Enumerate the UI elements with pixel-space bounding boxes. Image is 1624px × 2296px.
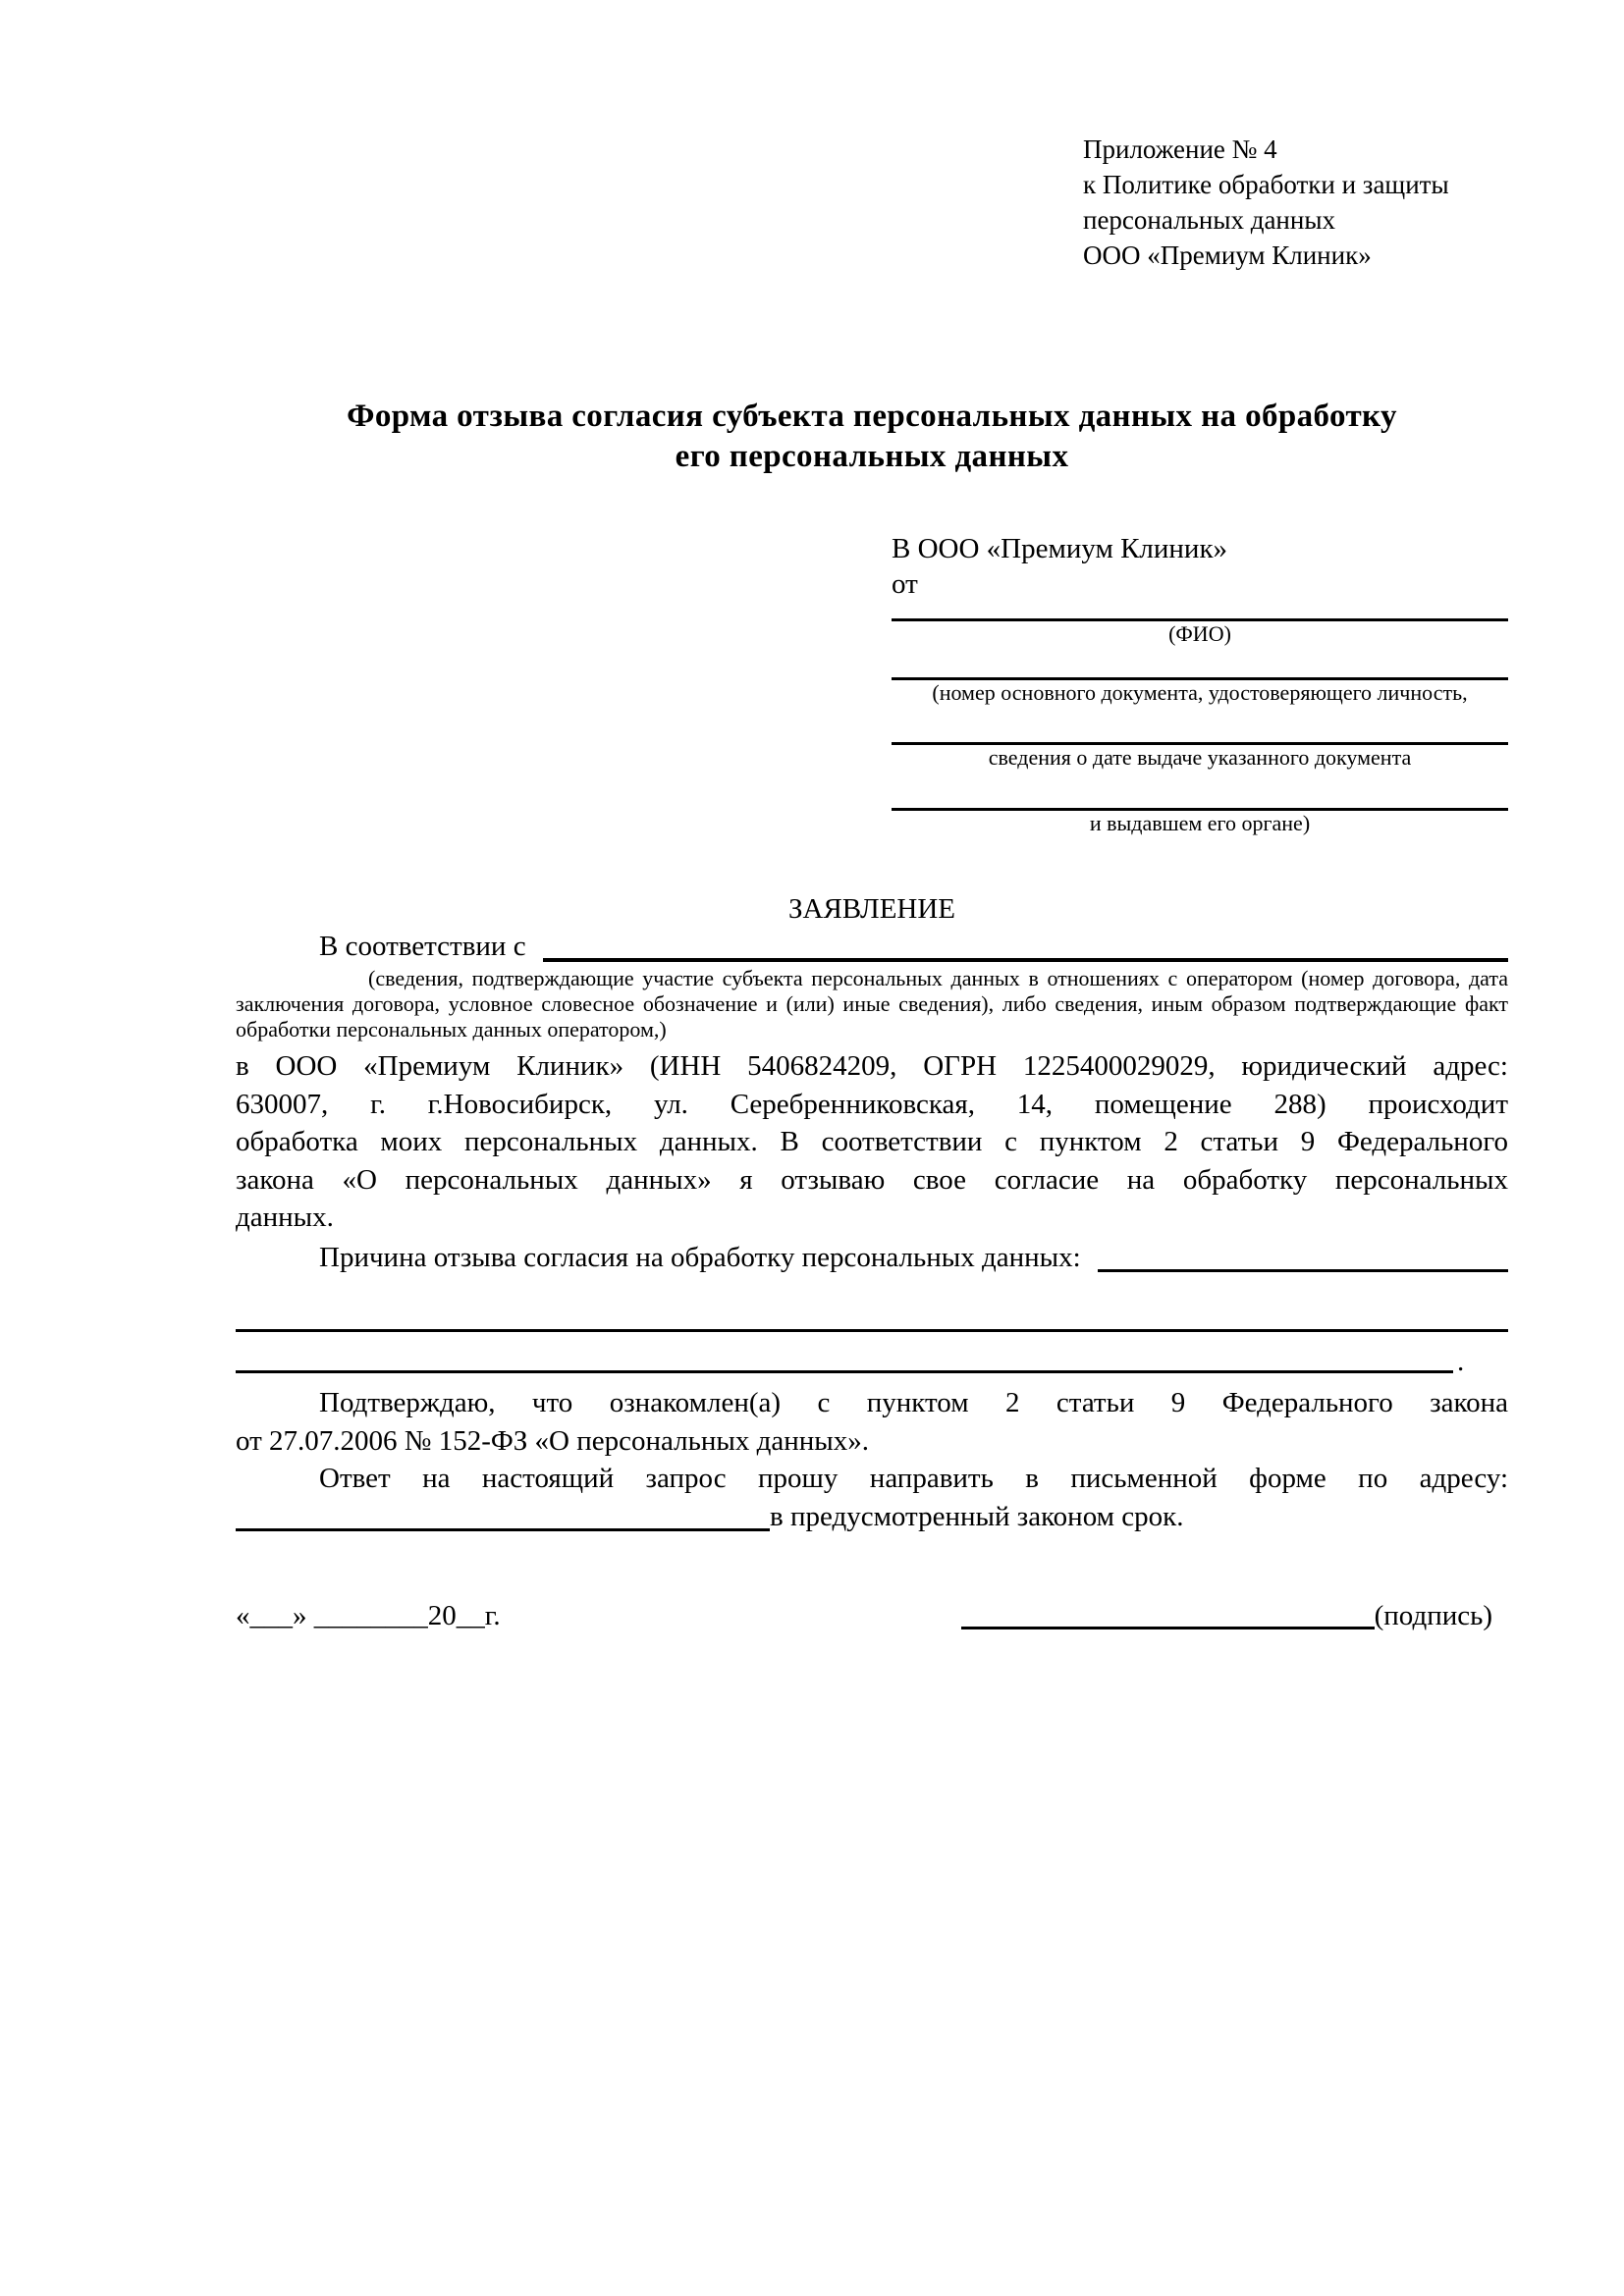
signature-fill-in-blank [961,1597,1375,1629]
reason-blank-line [236,1329,1508,1332]
signature-group [961,1597,1492,1634]
appendix-line: ООО «Премиум Клиник» [1083,240,1372,270]
statement-body-paragraph [236,1047,1508,1237]
response-line: Ответ на настоящий запрос прошу направить в письменной форме по адресу: [319,1463,1508,1494]
body-line: в ООО «Премиум Клиник» (ИНН 5406824209, ОГРН 1225400029029, юридический адрес: [236,1050,1508,1082]
document-title-line: Форма отзыва согласия субъекта персональных данных на обработку [347,399,1397,434]
appendix-line: к Политике обработки и защиты [1083,170,1449,199]
response-address-row [236,1498,1508,1535]
document-number-caption: (номер основного документа, удостоверяющего личность, [932,680,1468,705]
response-paragraph [236,1460,1508,1535]
body-line: закона «О персональных данных» я отзываю свое согласие на обработку персональных [236,1163,1508,1196]
addressee-from-label: от [892,568,918,600]
footnote-line: заключения договора, условное словесное обозначение и (или) иные сведения), либо сведения, иным образом подтверждающие факт [236,991,1508,1016]
confirmation-line: Подтверждаю, что ознакомлен(а) с пунктом 2 статьи 9 Федерального закона [319,1387,1508,1418]
addressee-to: В ООО «Премиум Клиник» [892,533,1228,564]
footnote-line: обработки персональных данных оператором,) [236,1017,667,1041]
reason-blank-line [236,1370,1453,1373]
grounds-fill-in-blank [543,929,1508,962]
footnote-block [236,966,1508,1042]
reason-fill-in-blank [1098,1240,1508,1272]
addressee-block [892,531,1508,836]
appendix-line: Приложение № 4 [1083,134,1277,164]
reason-label: Причина отзыва согласия на обработку персональных данных: [319,1242,1088,1273]
body-line: данных. [236,1201,334,1233]
statement-intro-text: В соответствии с [319,931,533,962]
statement-intro-row [236,929,1508,964]
appendix-block [1083,132,1449,273]
address-fill-in-blank [236,1498,770,1531]
response-line-suffix: в предусмотренный законом срок. [770,1500,1184,1532]
date-placeholder: «___» ________20__г. [236,1600,501,1631]
signature-caption: (подпись) [1374,1600,1492,1631]
issue-date-caption: сведения о дате выдаче указанного документа [988,745,1412,770]
trailing-period: . [1457,1346,1465,1377]
appendix-line: персональных данных [1083,205,1335,235]
body-line: 630007, г. г.Новосибирск, ул. Серебренниковская, 14, помещение 288) происходит [236,1088,1508,1120]
date-signature-row [236,1597,1508,1634]
fio-caption: (ФИО) [1168,621,1231,646]
footnote-line: (сведения, подтверждающие участие субъекта персональных данных в отношениях с оператором (номер договора, дата [368,966,1508,990]
document-title-line: его персональных данных [675,439,1069,474]
reason-row [236,1240,1508,1275]
body-line: обработка моих персональных данных. В соответствии с пунктом 2 статьи 9 Федерального [236,1126,1508,1157]
confirmation-line: от 27.07.2006 № 152-ФЗ «О персональных данных». [236,1424,870,1457]
document-title [236,397,1508,477]
issuing-authority-caption: и выдавшем его органе) [1089,811,1311,835]
confirmation-paragraph [236,1384,1508,1460]
statement-heading: ЗАЯВЛЕНИЕ [787,893,956,925]
